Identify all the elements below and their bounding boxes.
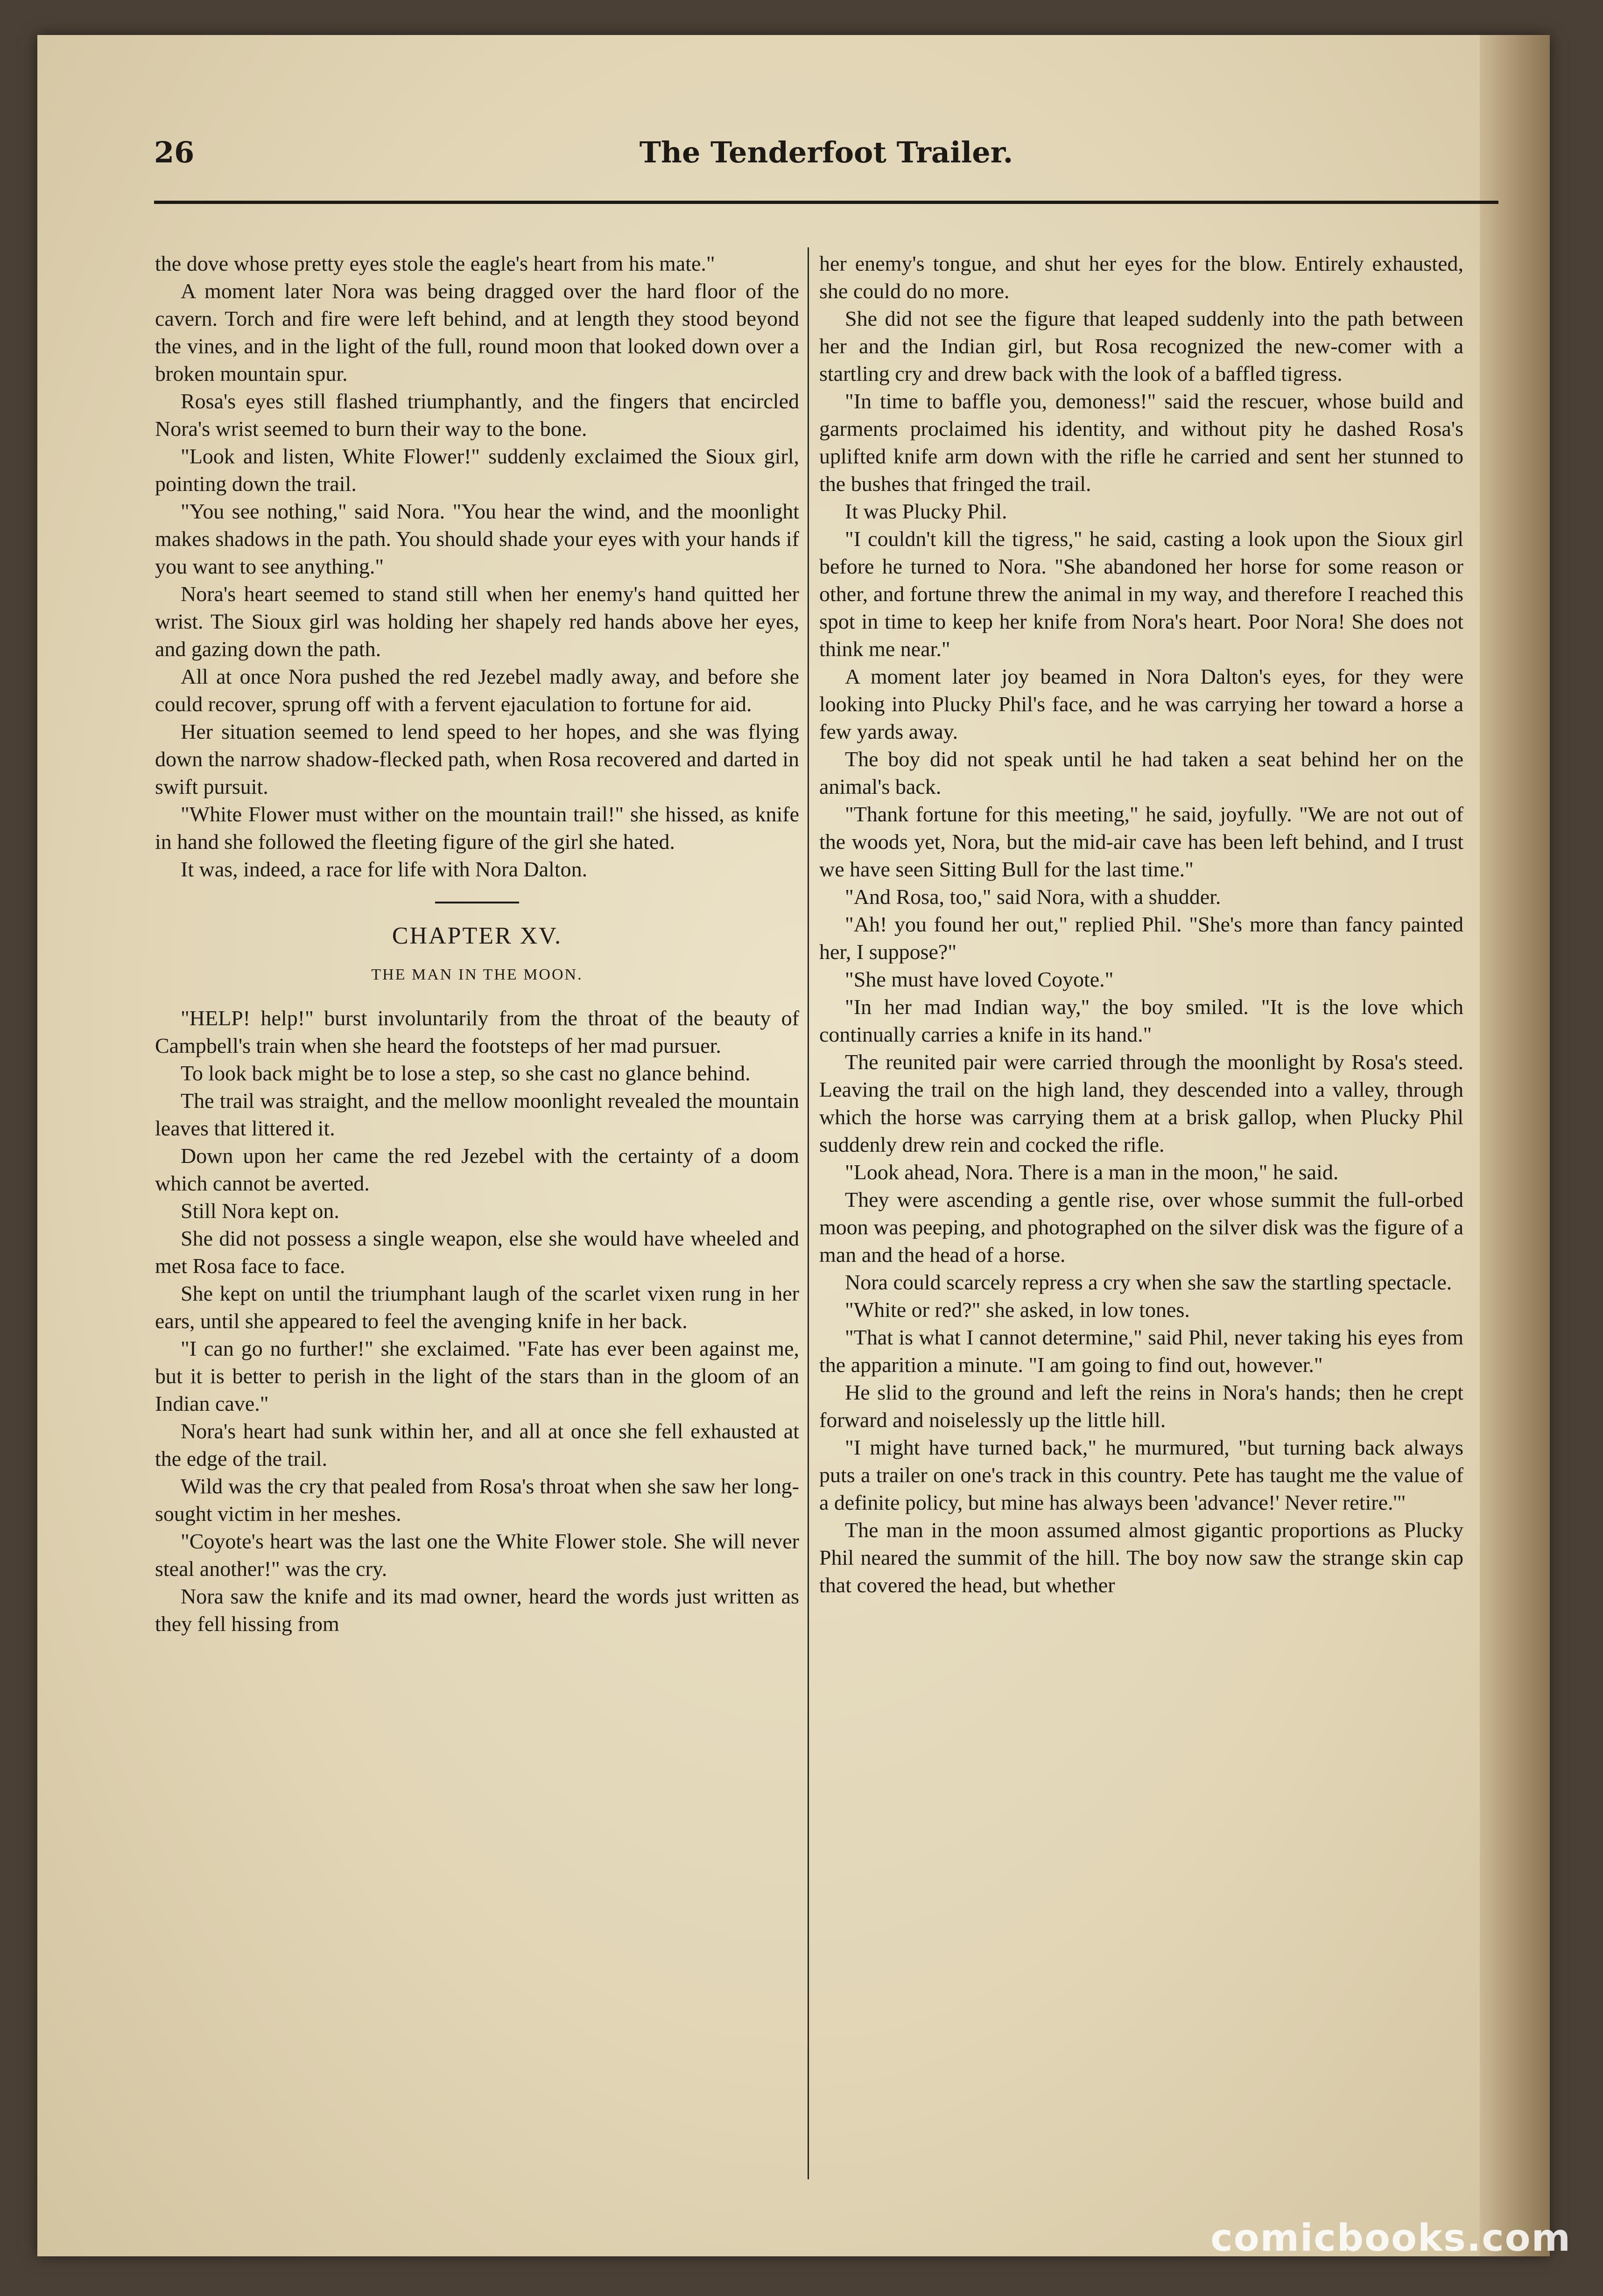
paragraph: She did not possess a single weapon, else she would have wheeled and met Rosa face to face. [155, 1226, 799, 1278]
paragraph: All at once Nora pushed the red Jezebel madly away, and before she could recover, sprung off with a fervent ejaculation to fortune for aid. [155, 665, 799, 716]
paragraph: Wild was the cry that pealed from Rosa's throat when she saw her long-sought victim in her meshes. [155, 1474, 799, 1526]
paragraph: her enemy's tongue, and shut her eyes for the blow. Entirely exhausted, she could do no more. [819, 252, 1463, 303]
paragraph: Nora's heart had sunk within her, and all at once she fell exhausted at the edge of the trail. [155, 1419, 799, 1470]
paragraph: "In time to baffle you, demoness!" said the rescuer, whose build and garments proclaimed his identity, and without pity he dashed Rosa's uplifted knife arm down with the rifle he carried and sent her stunned to the bushes that fringed the trail. [819, 389, 1463, 496]
paragraph: "I can go no further!" she exclaimed. "Fate has ever been against me, but it is better to perish in the light of the stars than in the gloom of an Indian cave." [155, 1337, 799, 1415]
left-column [155, 250, 799, 1638]
paragraph: Down upon her came the red Jezebel with the certainty of a doom which cannot be averted. [155, 1144, 799, 1195]
paragraph: "Look and listen, White Flower!" suddenly exclaimed the Sioux girl, pointing down the trail. [155, 444, 799, 496]
paragraph: Her situation seemed to lend speed to her hopes, and she was flying down the narrow shadow-flecked path, when Rosa recovered and darted in swift pursuit. [155, 720, 799, 798]
paragraph: "I couldn't kill the tigress," he said, casting a look upon the Sioux girl before he turned to Nora. "She abandoned her horse for some reason or other, and fortune threw the animal in my way, and therefore I reached this spot in time to keep her knife from Nora's heart. Poor Nora! She does not think me near." [819, 527, 1463, 661]
paragraph: "HELP! help!" burst involuntarily from the throat of the beauty of Campbell's train when she heard the footsteps of her mad pursuer. [155, 1006, 799, 1057]
paragraph: Nora saw the knife and its mad owner, heard the words just written as they fell hissing from [155, 1584, 799, 1636]
paragraph: Rosa's eyes still flashed triumphantly, and the fingers that encircled Nora's wrist seemed to burn their way to the bone. [155, 389, 799, 441]
paragraph: A moment later joy beamed in Nora Dalton's eyes, for they were looking into Plucky Phil's face, and he was carrying her toward a horse a few yards away. [819, 665, 1463, 743]
paragraph: The trail was straight, and the mellow moonlight revealed the mountain leaves that littered it. [155, 1089, 799, 1140]
right-column [819, 250, 1463, 1599]
paragraph: She kept on until the triumphant laugh of the scarlet vixen rung in her ears, until she appeared to feel the avenging knife in her back. [155, 1281, 799, 1333]
paragraph: They were ascending a gentle rise, over whose summit the full-orbed moon was peeping, and photographed on the silver disk was the figure of a man and the head of a horse. [819, 1188, 1463, 1267]
chapter-title: THE MAN IN THE MOON. [371, 966, 583, 983]
paragraph: "You see nothing," said Nora. "You hear the wind, and the moonlight makes shadows in the path. You should shade your eyes with your hands if you want to see anything." [155, 499, 799, 578]
page-edge [1480, 35, 1550, 2256]
paragraph: "That is what I cannot determine," said Phil, never taking his eyes from the apparition a minute. "I am going to find out, however." [819, 1325, 1463, 1377]
section-rule [435, 902, 519, 903]
paragraph: She did not see the figure that leaped suddenly into the path between her and the Indian girl, but Rosa recognized the new-comer with a startling cry and drew back with the look of a baffled tigress. [819, 307, 1463, 385]
paragraph: It was Plucky Phil. [845, 499, 1007, 523]
paragraph: The boy did not speak until he had taken a seat behind her on the animal's back. [819, 747, 1463, 798]
paragraph: He slid to the ground and left the reins in Nora's hands; then he crept forward and noiselessly up the little hill. [819, 1380, 1463, 1432]
paragraph: The man in the moon assumed almost gigantic proportions as Plucky Phil neared the summit of the hill. The boy now saw the strange skin cap that covered the head, but whether [819, 1518, 1463, 1597]
paragraph: the dove whose pretty eyes stole the eagle's heart from his mate." [155, 252, 715, 275]
header-rule [154, 201, 1498, 204]
paragraph: "Thank fortune for this meeting," he said, joyfully. "We are not out of the woods yet, Nora, but the mid-air cave has been left behind, and I trust we have seen Sitting Bull for the last time." [819, 802, 1463, 881]
magazine-page [37, 35, 1550, 2256]
paragraph: "White Flower must wither on the mountain trail!" she hissed, as knife in hand she followed the fleeting figure of the girl she hated. [155, 802, 799, 854]
paragraph: "I might have turned back," he murmured, "but turning back always puts a trailer on one's track in this country. Pete has taught me the value of a definite policy, but mine has always been 'advance!' Never retire.'" [819, 1435, 1463, 1514]
site-watermark: comicbooks.com [1210, 2216, 1571, 2260]
paragraph: A moment later Nora was being dragged over the hard floor of the cavern. Torch and fire were left behind, and at length they stood beyond the vines, and in the light of the full, round moon that looked down over a broken mountain spur. [155, 279, 799, 385]
running-title: The Tenderfoot Trailer. [639, 135, 1013, 169]
paragraph: "And Rosa, too," said Nora, with a shudder. [845, 885, 1221, 909]
paragraph: "White or red?" she asked, in low tones. [845, 1298, 1190, 1322]
paragraph: "Look ahead, Nora. There is a man in the moon," he said. [845, 1160, 1339, 1184]
paragraph: "She must have loved Coyote." [845, 967, 1114, 991]
paragraph: "In her mad Indian way," the boy smiled. "It is the love which continually carries a knife in its hand." [819, 995, 1463, 1046]
page-header [154, 135, 1498, 196]
paragraph: The reunited pair were carried through the moonlight by Rosa's steed. Leaving the trail on the high land, they descended into a valley, through which the horse was carrying them at a brisk gallop, when Plucky Phil suddenly drew rein and cocked the rifle. [819, 1050, 1463, 1156]
paragraph: To look back might be to lose a step, so she cast no glance behind. [181, 1061, 751, 1085]
paragraph: "Ah! you found her out," replied Phil. "She's more than fancy painted her, I suppose?" [819, 912, 1463, 964]
column-divider [808, 247, 809, 2179]
paragraph: It was, indeed, a race for life with Nora Dalton. [181, 857, 588, 881]
chapter-number: CHAPTER XV. [392, 923, 562, 949]
paragraph: "Coyote's heart was the last one the White Flower stole. She will never steal another!" was the cry. [155, 1529, 799, 1581]
paragraph: Nora could scarcely repress a cry when she saw the startling spectacle. [845, 1270, 1452, 1294]
paragraph: Nora's heart seemed to stand still when her enemy's hand quitted her wrist. The Sioux girl was holding her shapely red hands above her eyes, and gazing down the path. [155, 582, 799, 661]
page-number: 26 [154, 135, 195, 169]
paragraph: Still Nora kept on. [181, 1199, 339, 1223]
